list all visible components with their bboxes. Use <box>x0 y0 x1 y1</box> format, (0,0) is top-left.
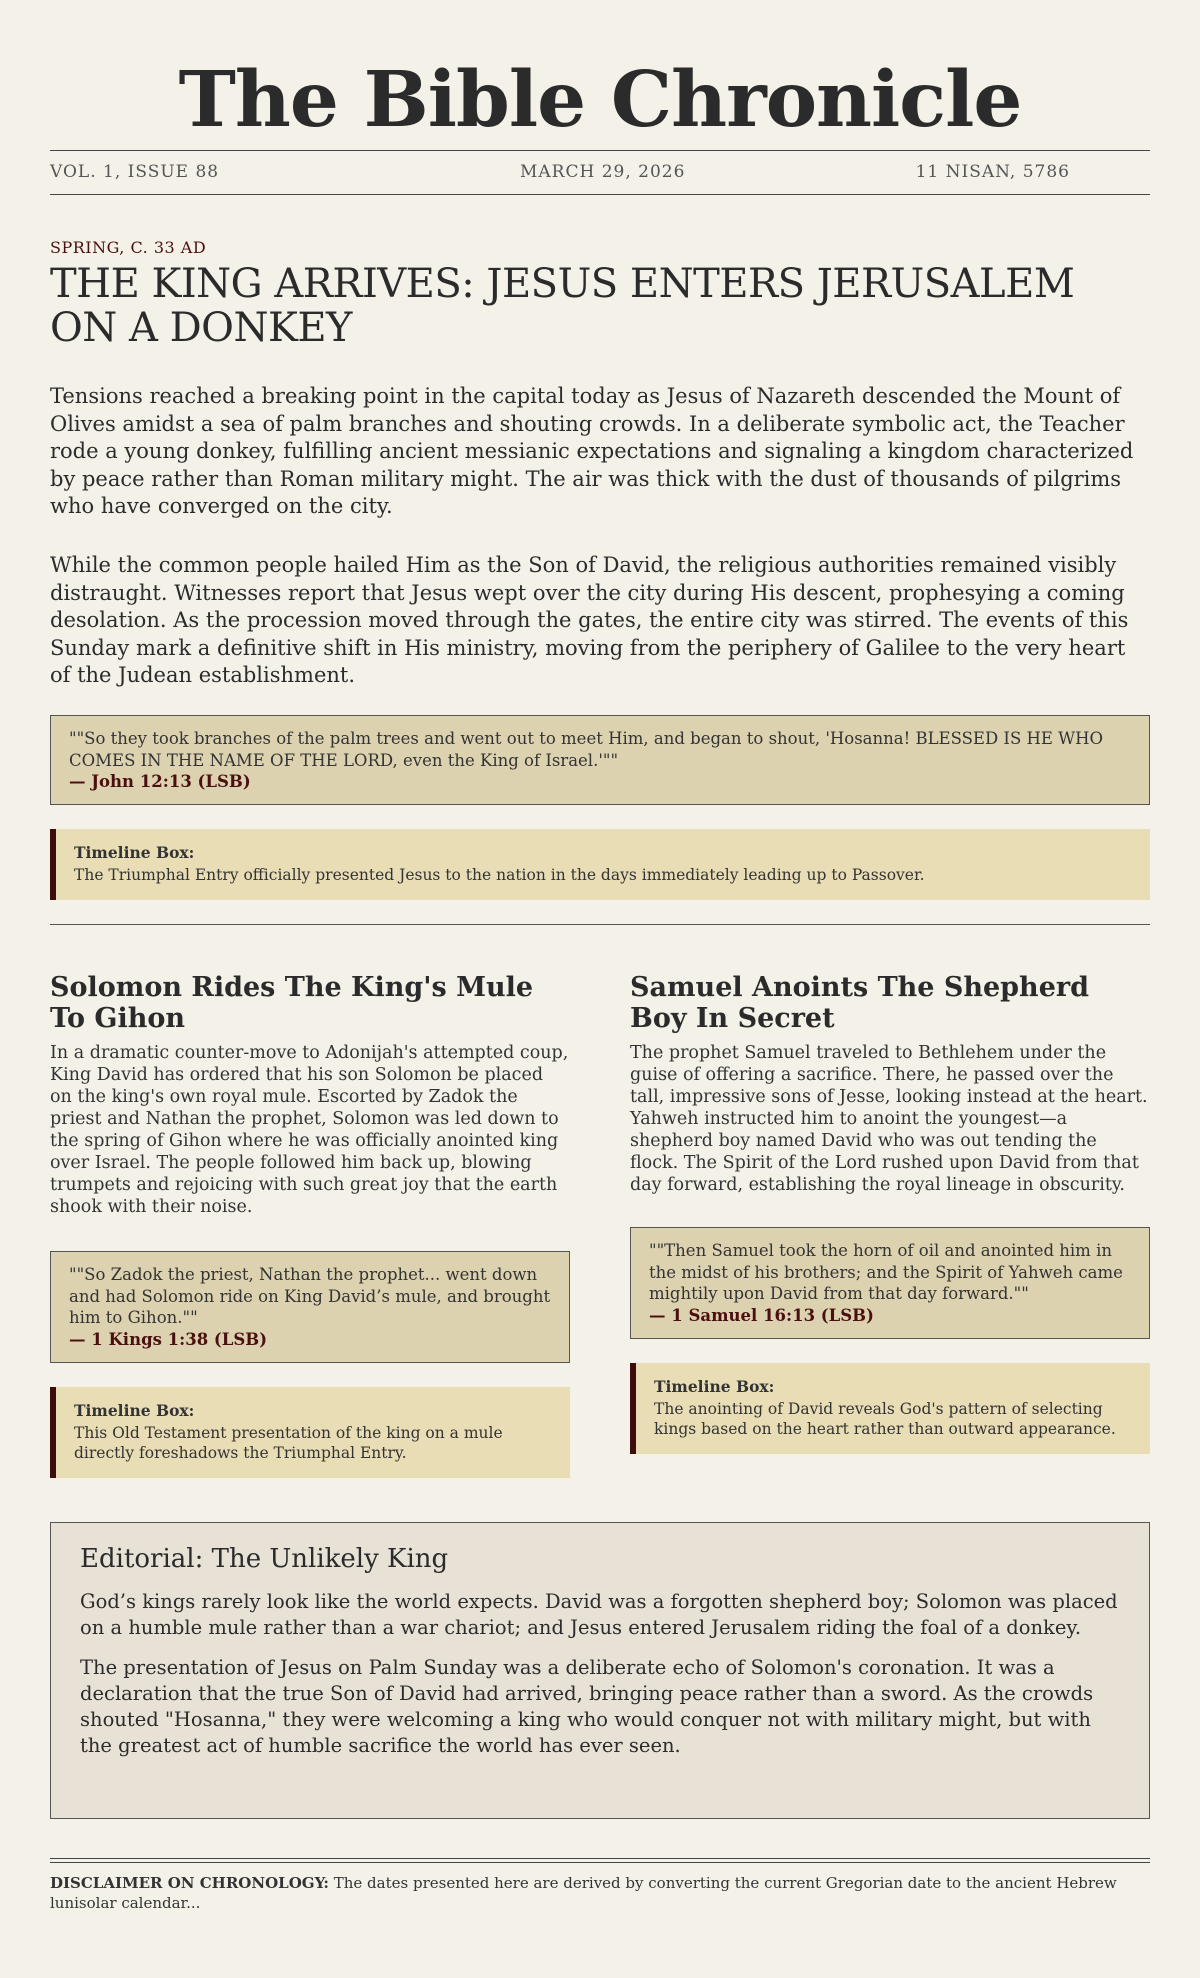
timeline-label: Timeline Box: <box>74 1401 195 1420</box>
issue-date: MARCH 29, 2026 <box>520 162 686 182</box>
right-story-body: The prophet Samuel traveled to Bethlehem under the guise of offering a sacrifice. There, he passed over the tall, impressive sons of Jesse, looking instead at the heart. Yahweh instructed him to anoint the youngest—a shepherd boy named David who was out tending the flock. The Spirit of the Lord rushed upon David from that day forward, establishing the royal lineage in obscurity. <box>630 1043 1148 1195</box>
quote-text: ""Then Samuel took the horn of oil and anointed him in the midst of his brothers; and the Spirit of Yahweh came mightily upon David from that day forward."" <box>649 1241 1123 1303</box>
left-story-title: Solomon Rides The King's Mule To Gihon <box>50 972 534 1034</box>
chronology-disclaimer <box>50 1873 1150 1913</box>
editorial-box <box>50 1522 1150 1819</box>
quote-text: ""So Zadok the priest, Nathan the prophet... went down and had Solomon ride on King David’s mule, and brought him to Gihon."" <box>69 1265 551 1327</box>
timeline-text: The anointing of David reveals God's pattern of selecting kings based on the heart rather than outward appearance. <box>654 1400 1116 1438</box>
hebrew-date: 11 NISAN, 5786 <box>915 162 1070 182</box>
disclaimer-text: The dates presented here are derived by converting the current Gregorian date to the ancient Hebrew lunisolar calendar... <box>50 1874 1117 1912</box>
right-story-title: Samuel Anoints The Shepherd Boy In Secret <box>630 972 1089 1034</box>
timeline-label: Timeline Box: <box>654 1377 775 1396</box>
quote-citation: — John 12:13 (LSB) <box>69 772 251 791</box>
editorial-paragraph: God’s kings rarely look like the world expects. David was a forgotten shepherd boy; Solomon was placed on a humble mule rather than a war chariot; and Jesus entered Jerusalem riding the foal of a donkey. <box>80 1590 1118 1639</box>
left-scripture-quote <box>50 1251 570 1363</box>
lead-kicker: SPRING, C. 33 AD <box>50 238 207 257</box>
disclaimer-label: DISCLAIMER ON CHRONOLOGY: <box>50 1874 329 1892</box>
footer-double-rule <box>50 1858 1150 1863</box>
lead-paragraph: While the common people hailed Him as the Son of David, the religious authorities remained visibly distraught. Witnesses report that Jesus wept over the city during His descent, prophesying a coming desolation. As the procession moved through the gates, the entire city was stirred. The events of this Sunday mark a definitive shift in His ministry, moving from the periphery of Galilee to the very heart of the Judean establishment. <box>50 553 1129 687</box>
lead-headline: THE KING ARRIVES: JESUS ENTERS JERUSALEM ON A DONKEY <box>50 261 1075 351</box>
left-timeline-box <box>50 1387 570 1478</box>
volume-issue: VOL. 1, ISSUE 88 <box>50 162 220 182</box>
newspaper-page <box>50 0 1150 1912</box>
lead-paragraph: Tensions reached a breaking point in the capital today as Jesus of Nazareth descended the Mount of Olives amidst a sea of palm branches and shouting crowds. In a deliberate symbolic act, the Teacher rode a young donkey, fulfilling ancient messianic expectations and signaling a kingdom characterized by peace rather than Roman military might. The air was thick with the dust of thousands of pilgrims who have converged on the city. <box>50 384 1134 518</box>
timeline-label: Timeline Box: <box>74 843 195 862</box>
right-timeline-box <box>630 1363 1150 1454</box>
timeline-text: This Old Testament presentation of the king on a mule directly foreshadows the Triumphal Entry. <box>74 1424 503 1462</box>
quote-text: ""So they took branches of the palm trees and went out to meet Him, and began to shout, 'Hosanna! BLESSED IS HE WHO COMES IN THE NAME OF THE LORD, even the King of Israel.'"" <box>69 729 1104 770</box>
newspaper-title: The Bible Chronicle <box>178 55 1022 145</box>
quote-citation: — 1 Samuel 16:13 (LSB) <box>649 1305 874 1325</box>
quote-citation: — 1 Kings 1:38 (LSB) <box>69 1329 267 1349</box>
editorial-paragraph: The presentation of Jesus on Palm Sunday was a deliberate echo of Solomon's coronation. It was a declaration that the true Son of David had arrived, bringing peace rather than a sword. As the crowds shouted "Hosanna," they were welcoming a king who would conquer not with military might, but with the greatest act of humble sacrifice the world has ever seen. <box>80 1656 1094 1757</box>
timeline-text: The Triumphal Entry officially presented Jesus to the nation in the days immediately leading up to Passover. <box>74 866 925 884</box>
left-story-body: In a dramatic counter-move to Adonijah's attempted coup, King David has ordered that his son Solomon be placed on the king's own royal mule. Escorted by Zadok the priest and Nathan the prophet, Solomon was led down to the spring of Gihon where he was officially anointed king over Israel. The people followed him back up, blowing trumpets and rejoicing with such great joy that the earth shook with their noise. <box>50 1043 569 1217</box>
editorial-title: Editorial: The Unlikely King <box>80 1544 449 1574</box>
right-scripture-quote <box>630 1227 1150 1339</box>
